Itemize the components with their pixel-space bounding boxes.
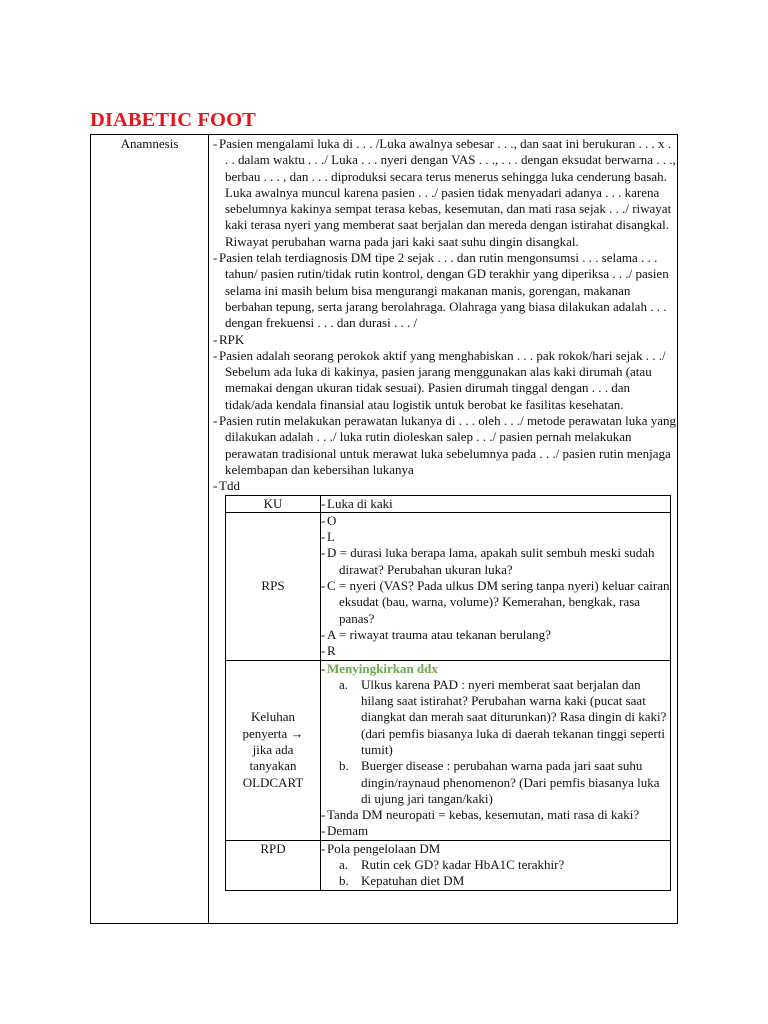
paragraph-perokok — [209, 348, 677, 413]
keluhan-label-line: OLDCART — [242, 774, 304, 790]
list-item — [321, 643, 670, 659]
bullet-dash: - — [213, 478, 218, 494]
history-subtable — [225, 495, 671, 891]
bullet-dash: - — [321, 578, 326, 594]
ku-row — [226, 495, 671, 512]
sub-item — [321, 873, 670, 889]
keluhan-label — [226, 660, 321, 840]
bullet-dash: - — [213, 413, 218, 429]
sub-item-letter: b. — [339, 758, 349, 774]
ku-content — [321, 495, 671, 512]
bullet-dash: - — [321, 660, 326, 676]
bullet-dash: - — [321, 545, 326, 561]
paragraph-rpk — [209, 332, 677, 348]
list-item — [321, 529, 670, 545]
sub-item-letter: a. — [339, 857, 349, 873]
rps-label: RPS — [226, 512, 321, 660]
keluhan-row — [226, 660, 671, 840]
bullet-dash: - — [321, 807, 326, 823]
anamnesis-label: Anamnesis — [91, 135, 209, 924]
item-text: R — [327, 643, 336, 659]
item-text: L — [327, 529, 335, 545]
bullet-dash: - — [213, 347, 218, 363]
paragraph-text: Pasien mengalami luka di . . . /Luka awalnya sebesar . . ., dan saat ini berukuran . . . x . . . dalam waktu . . ./ Luka . . . nyeri dengan VAS . . ., . . . dengan eksudat berwarna . . ., berbau . . . , dan . . . diproduksi secara terus menerus sehingga luka cenderung basah. Luka awalnya muncul karena pasien . . ./ pasien tidak menyadari adanya . . . karena sebelumnya kakinya sempat terasa kebas, kesemutan, dan mati rasa sejak . . ./ riwayat kaki terasa nyeri yang memberat saat berjalan dan mereda dengan istirahat disangkal. Riwayat perubahan warna pada jari kaki saat suhu dingin disangkal. — [219, 136, 676, 249]
sub-item — [321, 677, 670, 758]
list-item — [321, 807, 670, 823]
list-item — [321, 545, 670, 578]
item-text: D = durasi luka berapa lama, apakah sulit sembuh meski sudah dirawat? Perubahan ukuran luka? — [327, 545, 655, 577]
list-item — [321, 578, 670, 627]
paragraph-text: Pasien adalah seorang perokok aktif yang menghabiskan . . . pak rokok/hari sejak . . ./ Sebelum ada luka di kakinya, pasien jarang menggunakan alas kaki dirumah (atau memakai dengan ukuran tidak sesuai). Pasien dirumah tinggal dengan . . . dan tidak/ada kendala finansial atau logistik untuk berobat ke fasilitas kesehatan. — [219, 347, 666, 412]
item-text: O — [327, 512, 337, 528]
list-item — [321, 496, 670, 512]
paragraph-text: Pasien telah terdiagnosis DM tipe 2 sejak . . . dan rutin mengonsumsi . . . selama . . . tahun/ pasien rutin/tidak rutin kontrol, dengan GD terakhir yang diperiksa . . ./ pasien selama ini masih belum bisa mengurangi makanan manis, gorengan, makanan berbahan tepung, serta jarang berolahraga. Olahraga yang biasa dilakukan adalah . . . dengan frekuensi . . . dan durasi . . . / — [219, 250, 669, 331]
rpd-label: RPD — [226, 840, 321, 890]
rpd-row — [226, 840, 671, 890]
keluhan-content — [321, 660, 671, 840]
sub-item-letter: a. — [339, 676, 349, 692]
keluhan-label-line: tanyakan — [249, 758, 297, 774]
page-title: DIABETIC FOOT — [90, 109, 256, 131]
list-item — [321, 661, 670, 677]
item-text: Luka di kaki — [327, 495, 393, 511]
bullet-dash: - — [213, 250, 218, 266]
bullet-dash: - — [321, 529, 326, 545]
bullet-dash: - — [321, 840, 326, 856]
bullet-dash: - — [321, 512, 326, 528]
anamnesis-row — [91, 135, 678, 924]
keluhan-label-line: jika ada — [252, 741, 294, 757]
sub-item — [321, 758, 670, 807]
sub-item-text: Buerger disease : perubahan warna pada jari saat suhu dingin/raynaud phenomenon? (Dari pemfis biasanya luka di ujung jari tangan/kaki) — [361, 758, 660, 806]
keluhan-label-line: penyerta → — [242, 725, 304, 741]
bullet-dash: - — [321, 643, 326, 659]
sub-item-text: Ulkus karena PAD : nyeri memberat saat berjalan dan hilang saat istirahat? Perubahan warna kaki (pucat saat diangkat dan merah saat diturunkan)? Rasa dingin di kaki? (dari pemfis biasanya luka di daerah tekanan tinggi seperti tumit) — [361, 676, 667, 757]
diabetic-foot-table — [90, 134, 678, 924]
item-text: Pola pengelolaan DM — [327, 840, 441, 856]
ku-label: KU — [226, 495, 321, 512]
bullet-dash: - — [321, 823, 326, 839]
rps-content — [321, 512, 671, 660]
sub-item-text: Kepatuhan diet DM — [361, 873, 465, 889]
bullet-dash: - — [321, 626, 326, 642]
keluhan-label-line: Keluhan — [250, 709, 296, 725]
anamnesis-content — [209, 135, 678, 924]
item-text: Demam — [327, 823, 369, 839]
paragraph-text: Tdd — [219, 478, 240, 494]
list-item — [321, 627, 670, 643]
ddx-heading: Menyingkirkan ddx — [327, 660, 438, 676]
rps-row — [226, 512, 671, 660]
paragraph-text: RPK — [219, 331, 245, 347]
item-text: C = nyeri (VAS? Pada ulkus DM sering tanpa nyeri) keluar cairan eksudat (bau, warna, volume)? Kemerahan, bengkak, rasa panas? — [327, 578, 670, 626]
item-text: Tanda DM neuropati = kebas, kesemutan, mati rasa di kaki? — [327, 807, 640, 823]
bullet-dash: - — [213, 331, 218, 347]
sub-item — [321, 857, 670, 873]
paragraph-text: Pasien rutin melakukan perawatan lukanya di . . . oleh . . ./ metode perawatan luka yang dilakukan adalah . . ./ luka rutin dioleskan salep . . ./ pasien pernah melakukan perawatan tradisional untuk merawat luka sebelumnya pada . . ./ pasien rutin menjaga kelembapan dan kebersihan lukanya — [219, 413, 677, 477]
bullet-dash: - — [213, 136, 218, 151]
item-text: A = riwayat trauma atau tekanan berulang? — [327, 626, 551, 642]
sub-item-text: Rutin cek GD? kadar HbA1C terakhir? — [361, 857, 565, 873]
paragraph-luka — [209, 136, 677, 250]
rpd-content — [321, 840, 671, 890]
list-item — [321, 513, 670, 529]
bullet-dash: - — [321, 495, 326, 511]
list-item — [321, 841, 670, 857]
list-item — [321, 823, 670, 839]
sub-item-letter: b. — [339, 873, 349, 889]
paragraph-dm — [209, 250, 677, 331]
paragraph-perawatan — [209, 413, 677, 478]
paragraph-tdd — [209, 478, 677, 494]
